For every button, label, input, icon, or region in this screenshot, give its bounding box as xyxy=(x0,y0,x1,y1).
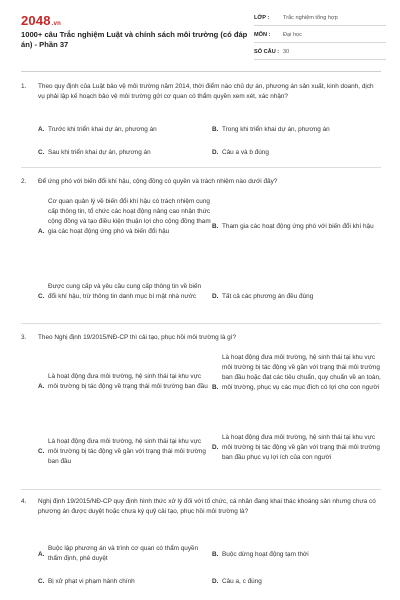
meta-label: SỐ CÂU : xyxy=(254,49,280,55)
option-text: Buộc lập phương án và trình cơ quan có thẩm quyền thẩm định, phê duyệt xyxy=(48,545,199,562)
document-title: 1000+ câu Trắc nghiệm Luật và chính sách môi trường (có đáp án) - Phần 37 xyxy=(21,30,248,49)
question-3 xyxy=(21,333,381,483)
option-text: Trước khi triển khai dự án, phương án xyxy=(48,126,157,133)
option-letter: B. xyxy=(212,551,219,558)
option-letter: C. xyxy=(38,293,45,300)
option-letter: C. xyxy=(38,578,45,585)
question-text: Để ứng phó với biến đổi khí hậu, cộng đồng có quyền và trách nhiệm nào dưới đây? xyxy=(38,178,278,185)
option-text: Là hoạt động đưa môi trường, hệ sinh thái tại khu vực môi trường bị tác động về gần với trạng thái môi trường ban đầu hoặc đạt các tiêu chuẩn, quy chuẩn về an toàn, môi trường, phục vụ các mục đích có lợi cho con người xyxy=(222,354,381,391)
option-letter: B. xyxy=(212,126,219,133)
option-text: Tất cả các phương án đều đúng xyxy=(222,293,314,300)
option-text: Sau khi triển khai dự án, phương án xyxy=(48,149,151,156)
question-number: 4. xyxy=(21,498,27,505)
option-letter: B. xyxy=(212,223,219,230)
option-text: Được cung cấp và yêu cầu cung cấp thông tin về biến đổi khí hậu, trừ thông tin danh mục bí mật nhà nước xyxy=(48,283,202,300)
meta-value: Đại học xyxy=(283,32,302,38)
option-text: Câu a, c đúng xyxy=(222,578,262,585)
meta-row-subject xyxy=(254,29,386,43)
option-letter: A. xyxy=(38,383,45,390)
question-text: Theo quy định của Luật bảo vệ môi trường năm 2014, thời điểm nào chủ dự án, phương án sản xuất, kinh doanh, dịch vụ phải lập kế hoạch bảo vệ môi trường gửi cơ quan có thẩm quyền xem xét, xác nhận? xyxy=(38,83,374,100)
option-text: Cơ quan quản lý về biến đổi khí hậu có trách nhiệm cung cấp thông tin, tổ chức các hoạt động nâng cao nhận thức cộng đồng và tạo điều kiện thuận lợi cho cộng đồng tham gia các hoạt động ứng phó và biến đổi hậu xyxy=(48,198,211,235)
meta-info xyxy=(254,12,386,63)
meta-label: MÔN : xyxy=(254,32,271,38)
question-separator xyxy=(21,323,381,324)
option-letter: D. xyxy=(212,578,219,585)
option-letter: D. xyxy=(212,149,219,156)
question-text: Nghị định 19/2015/NĐ-CP quy định hình thức xử lý đối với tổ chức, cá nhân đang khai thác khoáng sản nhưng chưa có phương án được duyệt hoặc chưa ký quỹ cải tạo, phục hồi môi trường là? xyxy=(38,498,376,515)
header-divider xyxy=(21,71,381,72)
question-separator xyxy=(21,489,381,490)
meta-row-count xyxy=(254,46,386,60)
option-letter: D. xyxy=(212,444,219,451)
option-text: Trong khi triển khai dự án, phương án xyxy=(222,126,330,133)
logo-suffix: .vn xyxy=(51,21,62,27)
question-1 xyxy=(21,82,381,172)
page-header xyxy=(0,0,400,64)
option-letter: C. xyxy=(38,448,45,455)
option-text: Tham gia các hoạt động ứng phó với biến đổi khí hậu xyxy=(222,223,374,230)
question-number: 1. xyxy=(21,83,27,90)
question-2 xyxy=(21,177,381,327)
meta-row-class xyxy=(254,12,386,26)
question-separator xyxy=(21,167,381,168)
option-letter: C. xyxy=(38,149,45,156)
option-letter: B. xyxy=(212,384,219,391)
logo-text: 2048 xyxy=(21,13,51,28)
option-text: Là hoạt động đưa môi trường, hệ sinh thái tại khu vực môi trường bị tác động về gần với trạng thái môi trường ban đầu phục vụ lợi ích của con người xyxy=(222,434,380,461)
option-text: Bị xử phạt vi phạm hành chính xyxy=(48,578,135,585)
option-letter: A. xyxy=(38,228,45,235)
site-logo[interactable] xyxy=(21,13,61,28)
question-number: 3. xyxy=(21,334,27,341)
option-letter: A. xyxy=(38,551,45,558)
question-4 xyxy=(21,497,381,597)
option-text: Câu a và b đúng xyxy=(222,149,269,156)
question-number: 2. xyxy=(21,178,27,185)
option-text: Buộc dừng hoạt động tạm thời xyxy=(222,551,309,558)
option-text: Là hoạt động đưa môi trường, hệ sinh thái tại khu vực môi trường bị tác động về trạng thái môi trường ban đầu xyxy=(48,373,208,390)
meta-value: 30 xyxy=(283,49,290,55)
option-letter: D. xyxy=(212,293,219,300)
option-letter: A. xyxy=(38,126,45,133)
meta-label: LỚP : xyxy=(254,15,270,21)
question-text: Theo Nghị định 19/2015/NĐ-CP thì cải tạo, phục hồi môi trường là gì? xyxy=(38,334,237,341)
option-text: Là hoạt động đưa môi trường, hệ sinh thái tại khu vực môi trường bị tác động về gần với trạng thái môi trường ban đầu xyxy=(48,438,206,465)
meta-value: Trắc nghiệm tổng hợp xyxy=(283,15,338,21)
